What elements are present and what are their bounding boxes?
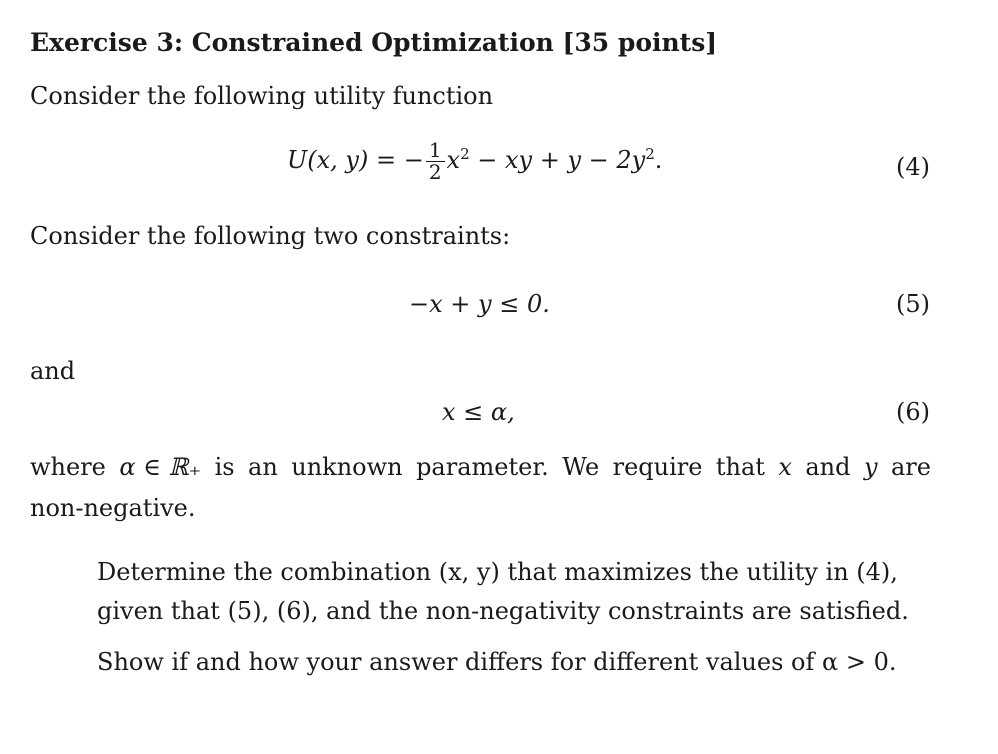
equation-4 xyxy=(287,140,662,183)
word: an xyxy=(248,453,278,481)
task-1-line-1: Determine the combination (x, y) that maximizes the utility in (4), xyxy=(97,558,898,586)
equation-5: −x + y ≤ 0. xyxy=(409,290,550,318)
eq4-exp: 2 xyxy=(460,145,470,163)
eq4-end: . xyxy=(654,146,663,174)
intro-text: Consider the following utility function xyxy=(30,82,494,110)
equation-6: x ≤ α, xyxy=(442,398,515,426)
eq4-lhs: U(x, y) xyxy=(287,146,369,174)
where-line xyxy=(30,453,931,481)
word: where xyxy=(30,453,106,481)
word: unknown xyxy=(291,453,403,481)
eq4-equals: = − xyxy=(375,146,424,174)
equation-4-label: (4) xyxy=(896,153,930,181)
eq4-frac-num: 1 xyxy=(426,140,445,162)
eq4-fraction xyxy=(426,140,445,183)
where-line-2: non-negative. xyxy=(30,494,196,522)
var-y: y xyxy=(863,453,878,481)
eq4-rest: − xy + y − 2y xyxy=(477,146,646,174)
eq4-frac-den: 2 xyxy=(428,160,442,184)
eq4-exp2: 2 xyxy=(645,145,655,163)
exercise-title: Exercise 3: Constrained Optimization [35 points] xyxy=(30,28,718,57)
and-text: and xyxy=(30,357,76,385)
word: We xyxy=(562,453,600,481)
constraints-intro: Consider the following two constraints: xyxy=(30,222,511,250)
word: is xyxy=(214,453,235,481)
word: require xyxy=(612,453,703,481)
task-2: Show if and how your answer differs for different values of α > 0. xyxy=(97,648,897,676)
equation-6-label: (6) xyxy=(896,398,930,426)
task-1-line-2: given that (5), (6), and the non-negativity constraints are satisfied. xyxy=(97,597,909,625)
eq4-x: x xyxy=(446,146,461,174)
equation-5-label: (5) xyxy=(896,290,930,318)
word: are xyxy=(890,453,931,481)
word: and xyxy=(805,453,851,481)
word: that xyxy=(715,453,765,481)
word: parameter. xyxy=(416,453,549,481)
alpha-in-r-plus: α ∈ ℝ₊ xyxy=(119,453,202,481)
var-x: x xyxy=(778,453,792,481)
